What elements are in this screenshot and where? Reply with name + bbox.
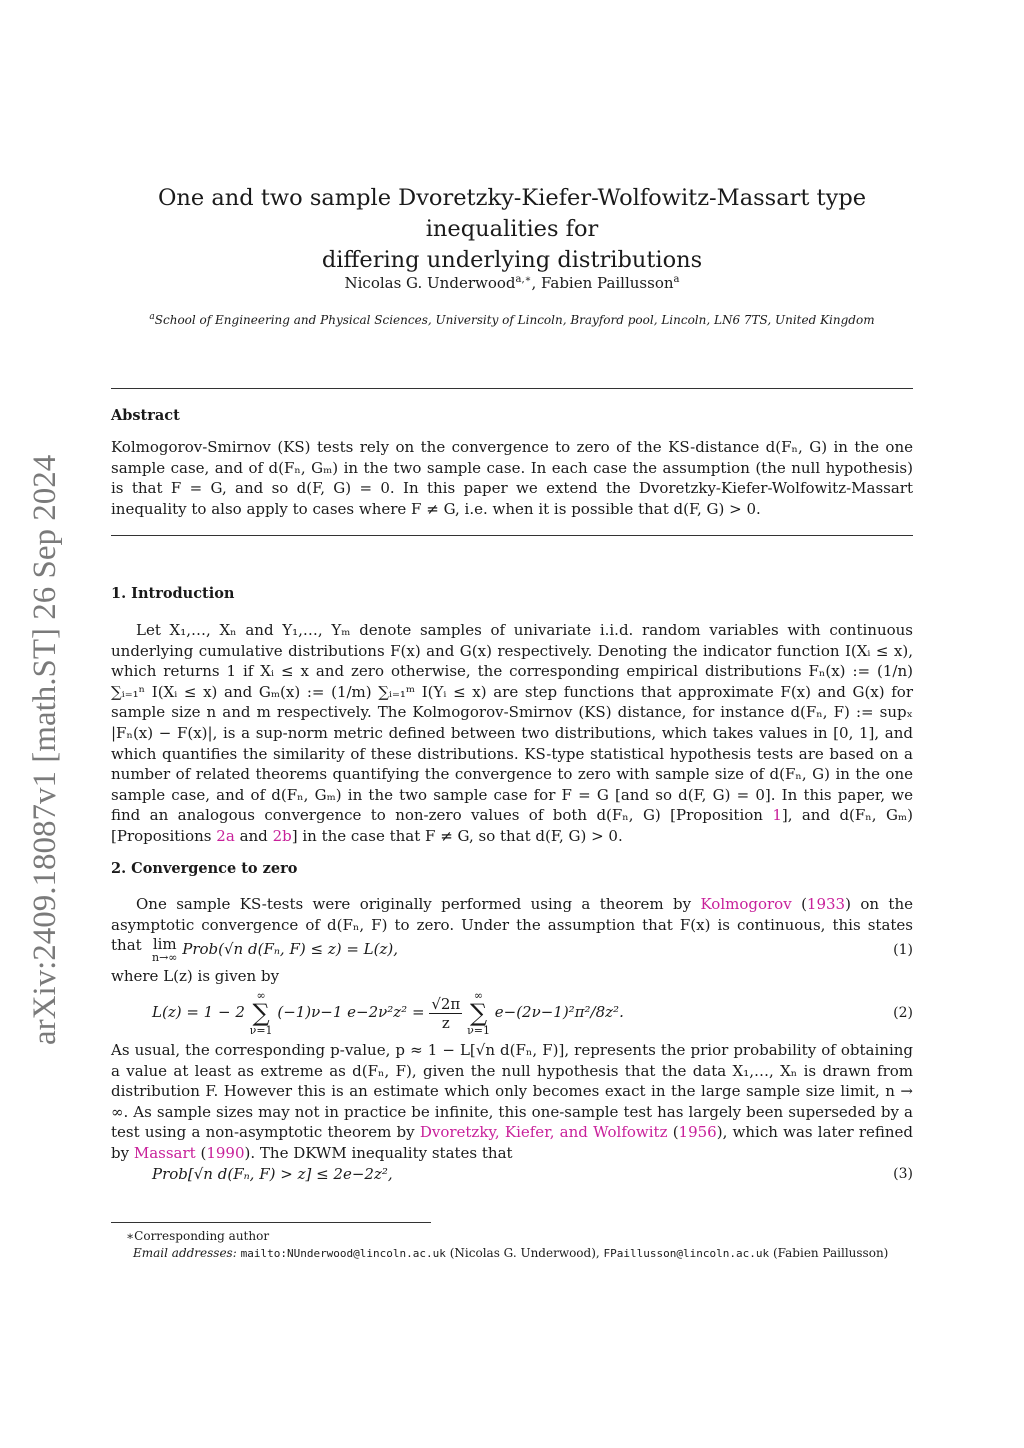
fraction-denominator: z: [441, 1013, 450, 1032]
email-owner-1: (Nicolas G. Underwood),: [449, 1246, 600, 1260]
limit-operator: [152, 937, 177, 963]
sum-upper: ∞: [256, 989, 266, 1002]
para-text: on the asymptotic convergence of d(Fₙ, F) to zero. Under the assumption that F(x) is continuous, this states that: [111, 895, 913, 955]
title-line-1: One and two sample Dvoretzky-Kiefer-Wolfowitz-Massart type inequalities for: [157, 185, 867, 242]
equation-3-number: (3): [893, 1166, 913, 1182]
citation-massart-year[interactable]: 1990: [206, 1143, 245, 1162]
sum-lower: ν=1: [467, 1024, 490, 1037]
equation-2: [152, 990, 913, 1036]
convergence-paragraph-1: One sample KS-tests were originally performed using a theorem by Kolmogorov (1933) on the asymptotic convergence of d(Fₙ, F) to zero. Under the assumption that F(x) is continuous, this states that: [111, 895, 913, 955]
para-text: As usual, the corresponding p-value, p ≈ 1 − L[√n d(Fₙ, F)], represents the prior probability of obtaining a value at least as extreme as d(Fₙ, F), given the null hypothesis that the data X₁,…, Xₙ is drawn from distribution F. However this is an estimate which only becomes exact in the large sample size limit, n → ∞. As sample sizes may not in practice be infinite, this one-sample test has largely been superseded by a test using a non-asymptotic theorem by: [111, 1041, 913, 1142]
arxiv-sidebar-stamp: arXiv:2409.18087v1 [math.ST] 26 Sep 2024: [27, 454, 63, 1046]
sum-upper: ∞: [473, 989, 484, 1002]
summation-1: [250, 990, 273, 1036]
affiliation: [100, 312, 924, 327]
citation-massart[interactable]: Massart: [133, 1143, 196, 1162]
email-owner-2: (Fabien Paillusson): [772, 1246, 889, 1260]
section-heading-convergence: 2. Convergence to zero: [111, 860, 298, 877]
footnote-corresponding: ∗Corresponding author: [126, 1229, 270, 1243]
author-separator: ,: [531, 274, 541, 292]
equation-1-body: [152, 937, 398, 963]
intro-text: Let X₁,…, Xₙ and Y₁,…, Yₘ denote samples of univariate i.i.d. random variables with continuous underlying cumulative distributions F(x) and G(x) respectively. Denoting the indicator function I(Xᵢ ≤ x), which returns 1 if Xᵢ ≤ x and zero otherwise, the corresponding empirical distributions Fₙ(x) := (1/n) ∑ᵢ₌₁ⁿ I(Xᵢ ≤ x) and Gₘ(x) := (1/m) ∑ᵢ₌₁ᵐ I(Yᵢ ≤ x) are step functions that approximate F(x) and G(x) for sample size n and m respectively. The Kolmogorov-Smirnov (KS) distance, for instance d(Fₙ, F) := supₓ |Fₙ(x) − F(x)|, is a sup-norm metric defined between two distributions, which takes values in [0, 1], and which quantifies the similarity of these distributions. KS-type statistical hypothesis tests are based on a number of related theorems quantifying the convergence to zero with sample size of d(Fₙ, G) in the one sample case, and of d(Fₙ, Gₘ) in the two sample case for F = G [and so d(F, G) = 0]. In this paper, we find an analogous convergence to non-zero values of both d(Fₙ, G) [Proposition: [111, 621, 913, 825]
ref-proposition-1[interactable]: 1: [772, 806, 782, 825]
title-line-2: differing underlying distributions: [321, 247, 703, 273]
equation-2-number: (2): [893, 1005, 913, 1021]
abstract-top-rule: [111, 388, 913, 389]
paper-title: [100, 183, 924, 276]
equation-2-lhs: L(z) = 1 − 2: [152, 1003, 245, 1021]
ref-proposition-2b[interactable]: 2b: [272, 826, 292, 845]
author-list: [100, 274, 924, 292]
introduction-paragraph: [111, 620, 913, 847]
ref-proposition-2a[interactable]: 2a: [216, 826, 235, 845]
equation-3-body: Prob[√n d(Fₙ, F) > z] ≤ 2e−2z²,: [152, 1165, 393, 1183]
sigma-icon: ∑: [252, 999, 270, 1027]
equation-1-number: (1): [893, 942, 913, 958]
citation-dkw[interactable]: Dvoretzky, Kiefer, and Wolfowitz: [419, 1123, 668, 1142]
intro-text: and: [239, 826, 268, 845]
author-name: Nicolas G. Underwood: [344, 274, 516, 292]
equation-2-term-2: e−(2ν−1)²π²/8z².: [494, 1003, 624, 1021]
footnote-rule: [111, 1222, 431, 1223]
abstract-text: Kolmogorov-Smirnov (KS) tests rely on the convergence to zero of the KS-distance d(Fₙ, G) in the one sample case, and of d(Fₙ, Gₘ) in the two sample case. In each case the assumption (the null hypothesis) is that F = G, and so d(F, G) = 0. In this paper we extend the Dvoretzky-Kiefer-Wolfowitz-Massart inequality to also apply to cases where F ≠ G, i.e. when it is possible that d(F, G) > 0.: [111, 438, 913, 518]
convergence-paragraph-2: As usual, the corresponding p-value, p ≈ 1 − L[√n d(Fₙ, F)], represents the prior probability of obtaining a value at least as extreme as d(Fₙ, F), given the null hypothesis that the data X₁,…, Xₙ is drawn from distribution F. However this is an estimate which only becomes exact in the large sample size limit, n → ∞. As sample sizes may not in practice be infinite, this one-sample test has largely been superseded by a test using a non-asymptotic theorem by Dvoretzky, Kiefer, and Wolfowitz (1956), which was later refined by Massart (1990). The DKWM inequality states that: [111, 1041, 914, 1162]
email-link-1[interactable]: mailto:NUnderwood@lincoln.ac.uk: [240, 1247, 446, 1260]
affiliation-text: School of Engineering and Physical Sciences, University of Lincoln, Brayford pool, Lincoln, LN6 7TS, United Kingdom: [154, 313, 875, 327]
section-heading-introduction: 1. Introduction: [111, 585, 235, 602]
equation-1: [152, 937, 913, 963]
affiliation-mark: a: [149, 312, 155, 322]
sum-lower: ν=1: [249, 1024, 273, 1037]
equation-2-term-1: (−1)ν−1 e−2ν²z² =: [277, 1003, 425, 1021]
equation-2-fraction: [429, 995, 462, 1032]
email-label: Email addresses:: [133, 1246, 237, 1260]
where-text: where L(z) is given by: [111, 967, 280, 985]
limit-subscript: n→∞: [152, 951, 178, 964]
abstract-bottom-rule: [111, 535, 913, 536]
para-text: ), which was later refined by: [111, 1123, 914, 1162]
equation-3: [152, 1165, 913, 1183]
para-text: One sample KS-tests were originally performed using a theorem by: [136, 895, 692, 913]
citation-dkw-year[interactable]: 1956: [678, 1123, 717, 1142]
email-link-2[interactable]: FPaillusson@lincoln.ac.uk: [603, 1247, 770, 1260]
footnote-emails: [133, 1245, 888, 1262]
citation-kolmogorov-year[interactable]: 1933: [806, 895, 846, 913]
author-name: Fabien Paillusson: [540, 274, 674, 292]
para-text: ). The DKWM inequality states that: [244, 1143, 513, 1162]
author-affil-mark: a,∗: [515, 274, 532, 285]
sigma-icon: ∑: [469, 999, 488, 1027]
intro-text: ], and d(Fₙ, Gₘ) [Propositions: [111, 806, 913, 845]
summation-2: [467, 990, 490, 1036]
abstract-heading: Abstract: [111, 407, 180, 424]
limit-label: lim: [152, 935, 177, 953]
fraction-numerator: √2π: [431, 994, 461, 1013]
equation-2-body: [152, 990, 624, 1036]
intro-text: ] in the case that F ≠ G, so that d(F, G) > 0.: [291, 826, 623, 845]
citation-kolmogorov[interactable]: Kolmogorov: [700, 895, 792, 913]
author-affil-mark: a: [673, 274, 680, 285]
equation-1-expression: Prob(√n d(Fₙ, F) ≤ z) = L(z),: [182, 940, 399, 958]
